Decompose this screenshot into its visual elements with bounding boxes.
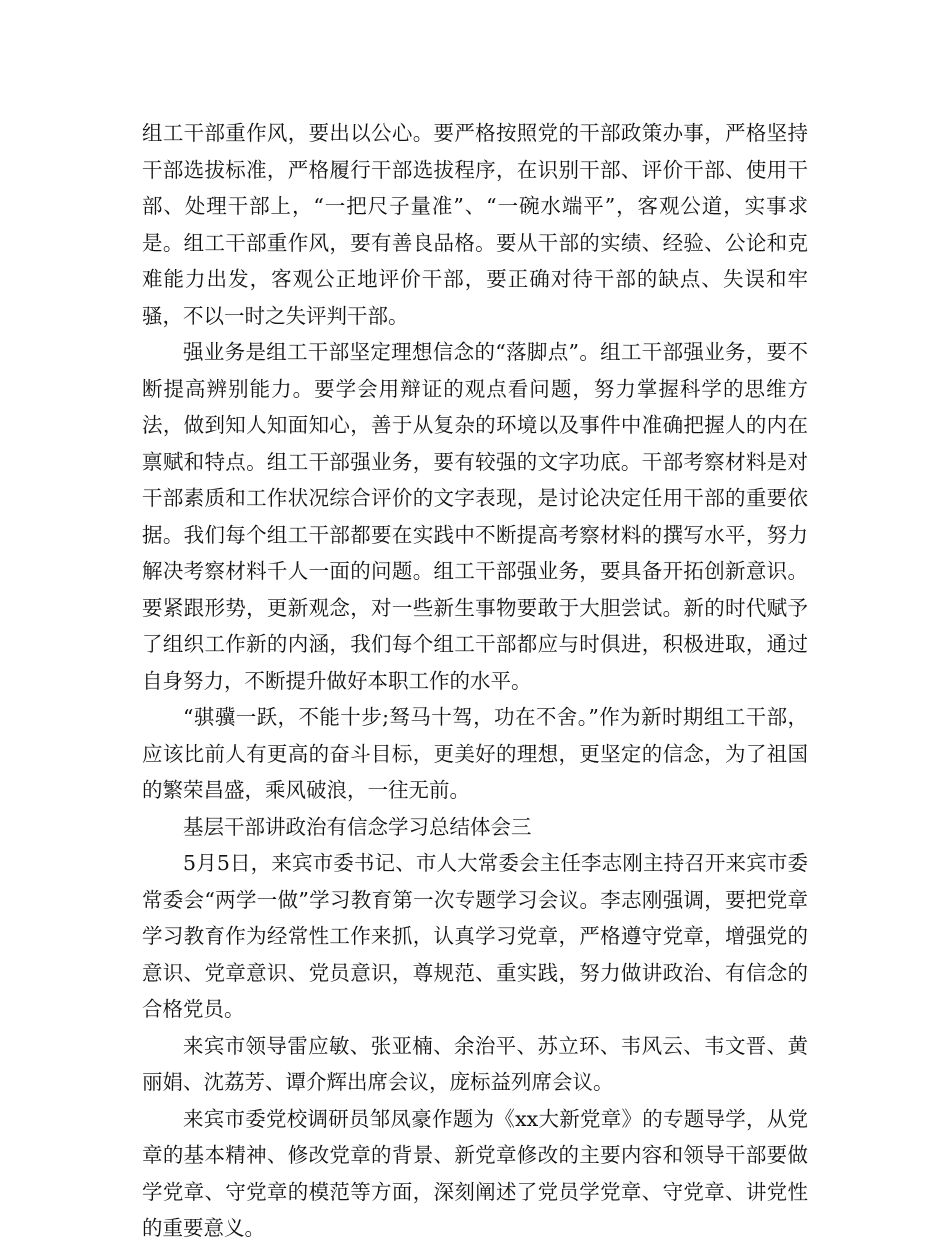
paragraph: 来宾市委党校调研员邹凤豪作题为《xx大新党章》的专题导学，从党章的基本精神、修改党章的背景、新党章修改的主要内容和领导干部要做学党章、守党章的模范等方面，深刻阐述了党员学党章、守党章、讲党性的重要意义。 (142, 1106, 808, 1240)
paragraph: 5月5日，来宾市委书记、市人大常委会主任李志刚主持召开来宾市委常委会“两学一做”学习教育第一次专题学习会议。李志刚强调，要把党章学习教育作为经常性工作来抓，认真学习党章，严格遵守党章，增强党的意识、党章意识、党员意识，尊规范、重实践，努力做讲政治、有信念的合格党员。 (142, 851, 808, 1021)
paragraph: 组工干部重作风，要出以公心。要严格按照党的干部政策办事，严格坚持干部选拔标准，严格履行干部选拔程序，在识别干部、评价干部、使用干部、处理干部上，“一把尺子量准”、“一碗水端平”，客观公道，实事求是。组工干部重作风，要有善良品格。要从干部的实绩、经验、公论和克难能力出发，客观公正地评价干部，要正确对待干部的缺点、失误和牢骚，不以一时之失评判干部。 (142, 121, 808, 328)
section-heading: 基层干部讲政治有信念学习总结体会三 (183, 814, 532, 839)
paragraph: “骐骥一跃，不能十步;驽马十驾，功在不舍。”作为新时期组工干部，应该比前人有更高的奋斗目标，更美好的理想，更坚定的信念，为了祖国的繁荣昌盛，乘风破浪，一往无前。 (142, 705, 808, 802)
paragraph: 来宾市领导雷应敏、张亚楠、余治平、苏立环、韦风云、韦文晋、黄丽娟、沈荔芳、谭介辉出席会议，庞标益列席会议。 (142, 1033, 808, 1094)
paragraph: 强业务是组工干部坚定理想信念的“落脚点”。组工干部强业务，要不断提高辨别能力。要学会用辩证的观点看问题，努力掌握科学的思维方法，做到知人知面知心，善于从复杂的环境以及事件中准确把握人的内在禀赋和特点。组工干部强业务，要有较强的文字功底。干部考察材料是对干部素质和工作状况综合评价的文字表现，是讨论决定任用干部的重要依据。我们每个组工干部都要在实践中不断提高考察材料的撰写水平，努力解决考察材料千人一面的问题。组工干部强业务，要具备开拓创新意识。要紧跟形势，更新观念，对一些新生事物要敢于大胆尝试。新的时代赋予了组织工作新的内涵，我们每个组工干部都应与时俱进，积极进取，通过自身努力，不断提升做好本职工作的水平。 (142, 340, 808, 693)
document-body (142, 115, 808, 1247)
